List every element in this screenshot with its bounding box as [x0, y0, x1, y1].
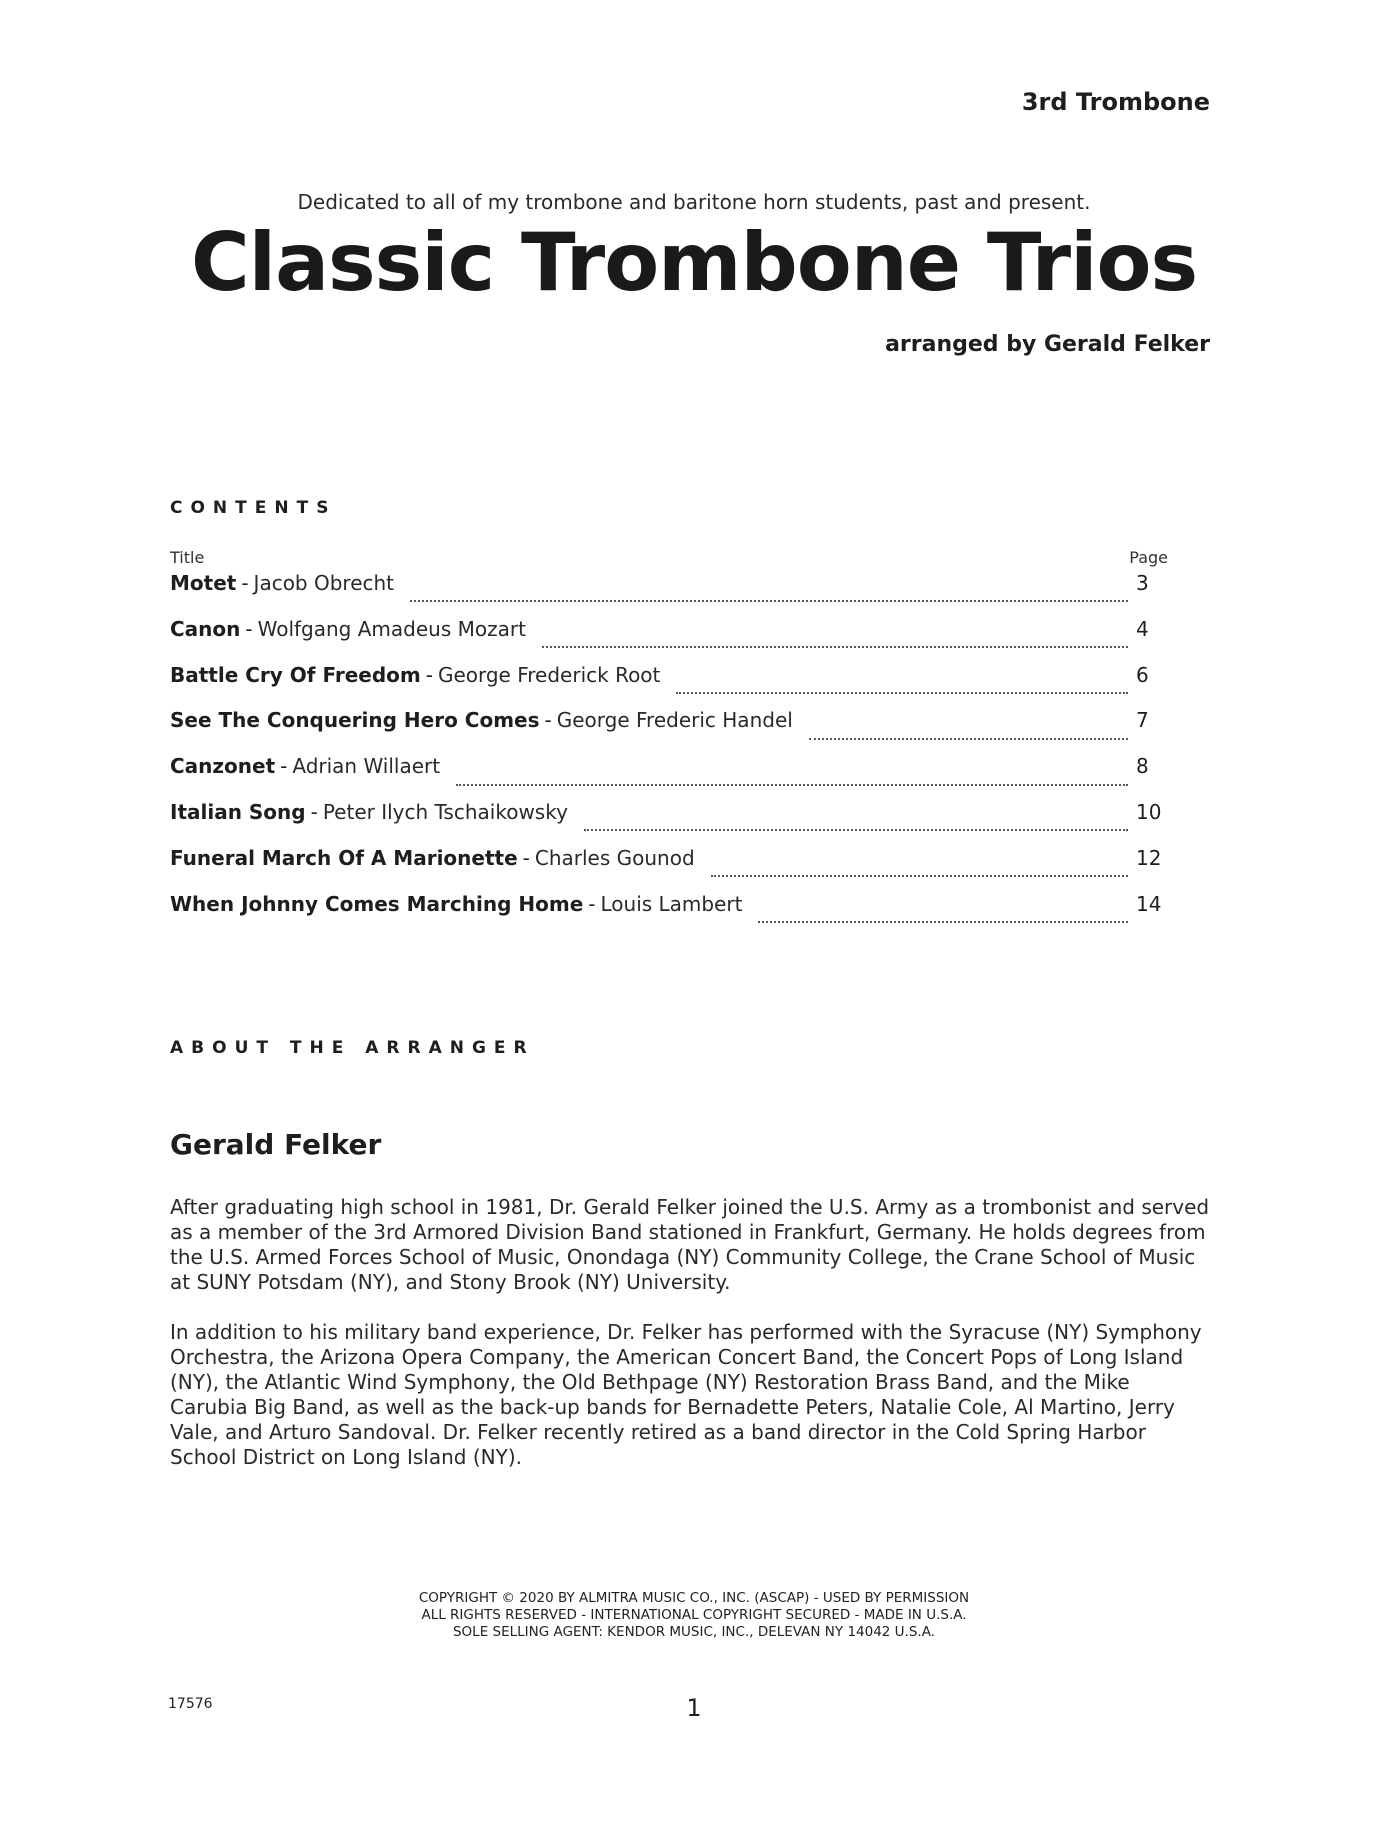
dedication: Dedicated to all of my trombone and baritone horn students, past and present.: [297, 190, 1091, 214]
toc-entry-funeral-march-of-a-marionette: [170, 846, 1168, 892]
toc-entry-title: When Johnny Comes Marching Home: [170, 891, 584, 916]
toc-entry-battle-cry-of-freedom: [170, 663, 1168, 709]
toc-separator: -: [280, 754, 288, 779]
toc-entry-see-the-conquering-hero-comes: [170, 708, 1168, 754]
toc-entry-composer: George Frederick Root: [437, 662, 661, 687]
copyright-line: COPYRIGHT © 2020 BY ALMITRA MUSIC CO., INC. (ASCAP) - USED BY PERMISSION: [418, 1590, 970, 1606]
toc-leader-dots: [456, 783, 1128, 786]
toc-entry-page: 12: [1136, 845, 1162, 870]
toc-leader-dots: [584, 828, 1128, 831]
about-heading: ABOUT THE ARRANGER: [170, 1038, 535, 1058]
copyright-line: ALL RIGHTS RESERVED - INTERNATIONAL COPYRIGHT SECURED - MADE IN U.S.A.: [421, 1607, 967, 1623]
toc-separator: -: [310, 799, 318, 824]
arranger-name: Gerald Felker: [170, 1128, 382, 1161]
toc-leader-dots: [809, 737, 1128, 740]
toc-entry-composer: Charles Gounod: [534, 845, 695, 870]
contents-page-column-header: Page: [1129, 548, 1168, 567]
toc-entry-motet: [170, 571, 1168, 617]
toc-separator: -: [425, 662, 433, 687]
toc-entry-page: 14: [1136, 891, 1162, 916]
toc-leader-dots: [758, 920, 1128, 923]
copyright-notice: [0, 1590, 1388, 1641]
page-number: 1: [686, 1694, 702, 1722]
toc-entry-title: Italian Song: [170, 799, 306, 824]
toc-entry-title: Funeral March Of A Marionette: [170, 845, 518, 870]
toc-entry-when-johnny-comes-marching-home: [170, 892, 1168, 938]
arranger-credit: arranged by Gerald Felker: [885, 332, 1210, 357]
toc-entry-page: 7: [1136, 708, 1149, 733]
part-name: 3rd Trombone: [1021, 88, 1210, 116]
bio-paragraph: In addition to his military band experience, Dr. Felker has performed with the Syracuse (NY) Symphony Orchestra, the Arizona Opera Company, the American Concert Band, the Concert Pops of Long Island (NY), the Atlantic Wind Symphony, the Old Bethpage (NY) Restoration Brass Band, and the Mike Carubia Big Band, as well as the back-up bands for Bernadette Peters, Natalie Cole, Al Martino, Jerry Vale, and Arturo Sandoval. Dr. Felker recently retired as a band director in the Cold Spring Harbor School District on Long Island (NY).: [170, 1320, 1202, 1469]
toc-entry-title: Canzonet: [170, 754, 276, 779]
contents-heading: CONTENTS: [170, 498, 337, 518]
bio-paragraph: After graduating high school in 1981, Dr. Gerald Felker joined the U.S. Army as a trombonist and served as a member of the 3rd Armored Division Band stationed in Frankfurt, Germany. He holds degrees from the U.S. Armed Forces School of Music, Onondaga (NY) Community College, the Crane School of Music at SUNY Potsdam (NY), and Stony Brook (NY) University.: [170, 1195, 1210, 1294]
toc-entry-composer: Adrian Willaert: [292, 754, 441, 779]
toc-entry-page: 10: [1136, 799, 1162, 824]
toc-separator: -: [522, 845, 530, 870]
toc-entry-title: Motet: [170, 571, 237, 595]
toc-leader-dots: [542, 645, 1128, 648]
toc-entry-composer: Louis Lambert: [600, 891, 743, 916]
toc-entry-title: Battle Cry Of Freedom: [170, 662, 421, 687]
toc-entry-page: 3: [1136, 571, 1149, 595]
toc-leader-dots: [410, 599, 1128, 602]
toc-separator: -: [241, 571, 249, 595]
table-of-contents: [170, 571, 1168, 937]
toc-entry-page: 4: [1136, 616, 1149, 641]
toc-entry-page: 6: [1136, 662, 1149, 687]
toc-entry-canon: [170, 617, 1168, 663]
page-title: Classic Trombone Trios: [190, 216, 1198, 309]
toc-entry-title: See The Conquering Hero Comes: [170, 708, 540, 733]
toc-separator: -: [245, 616, 253, 641]
toc-entry-page: 8: [1136, 754, 1149, 779]
toc-entry-composer: Peter Ilych Tschaikowsky: [322, 799, 568, 824]
toc-leader-dots: [676, 691, 1128, 694]
catalog-number: 17576: [168, 1696, 213, 1712]
toc-leader-dots: [711, 874, 1128, 877]
toc-separator: -: [544, 708, 552, 733]
toc-entry-composer: Wolfgang Amadeus Mozart: [257, 616, 526, 641]
copyright-line: SOLE SELLING AGENT: KENDOR MUSIC, INC., DELEVAN NY 14042 U.S.A.: [452, 1624, 935, 1640]
toc-entry-title: Canon: [170, 616, 241, 641]
toc-entry-italian-song: [170, 800, 1168, 846]
contents-title-column-header: Title: [170, 548, 205, 567]
toc-entry-composer: George Frederic Handel: [556, 708, 793, 733]
toc-separator: -: [588, 891, 596, 916]
toc-entry-canzonet: [170, 754, 1168, 800]
toc-entry-composer: Jacob Obrecht: [253, 571, 395, 595]
